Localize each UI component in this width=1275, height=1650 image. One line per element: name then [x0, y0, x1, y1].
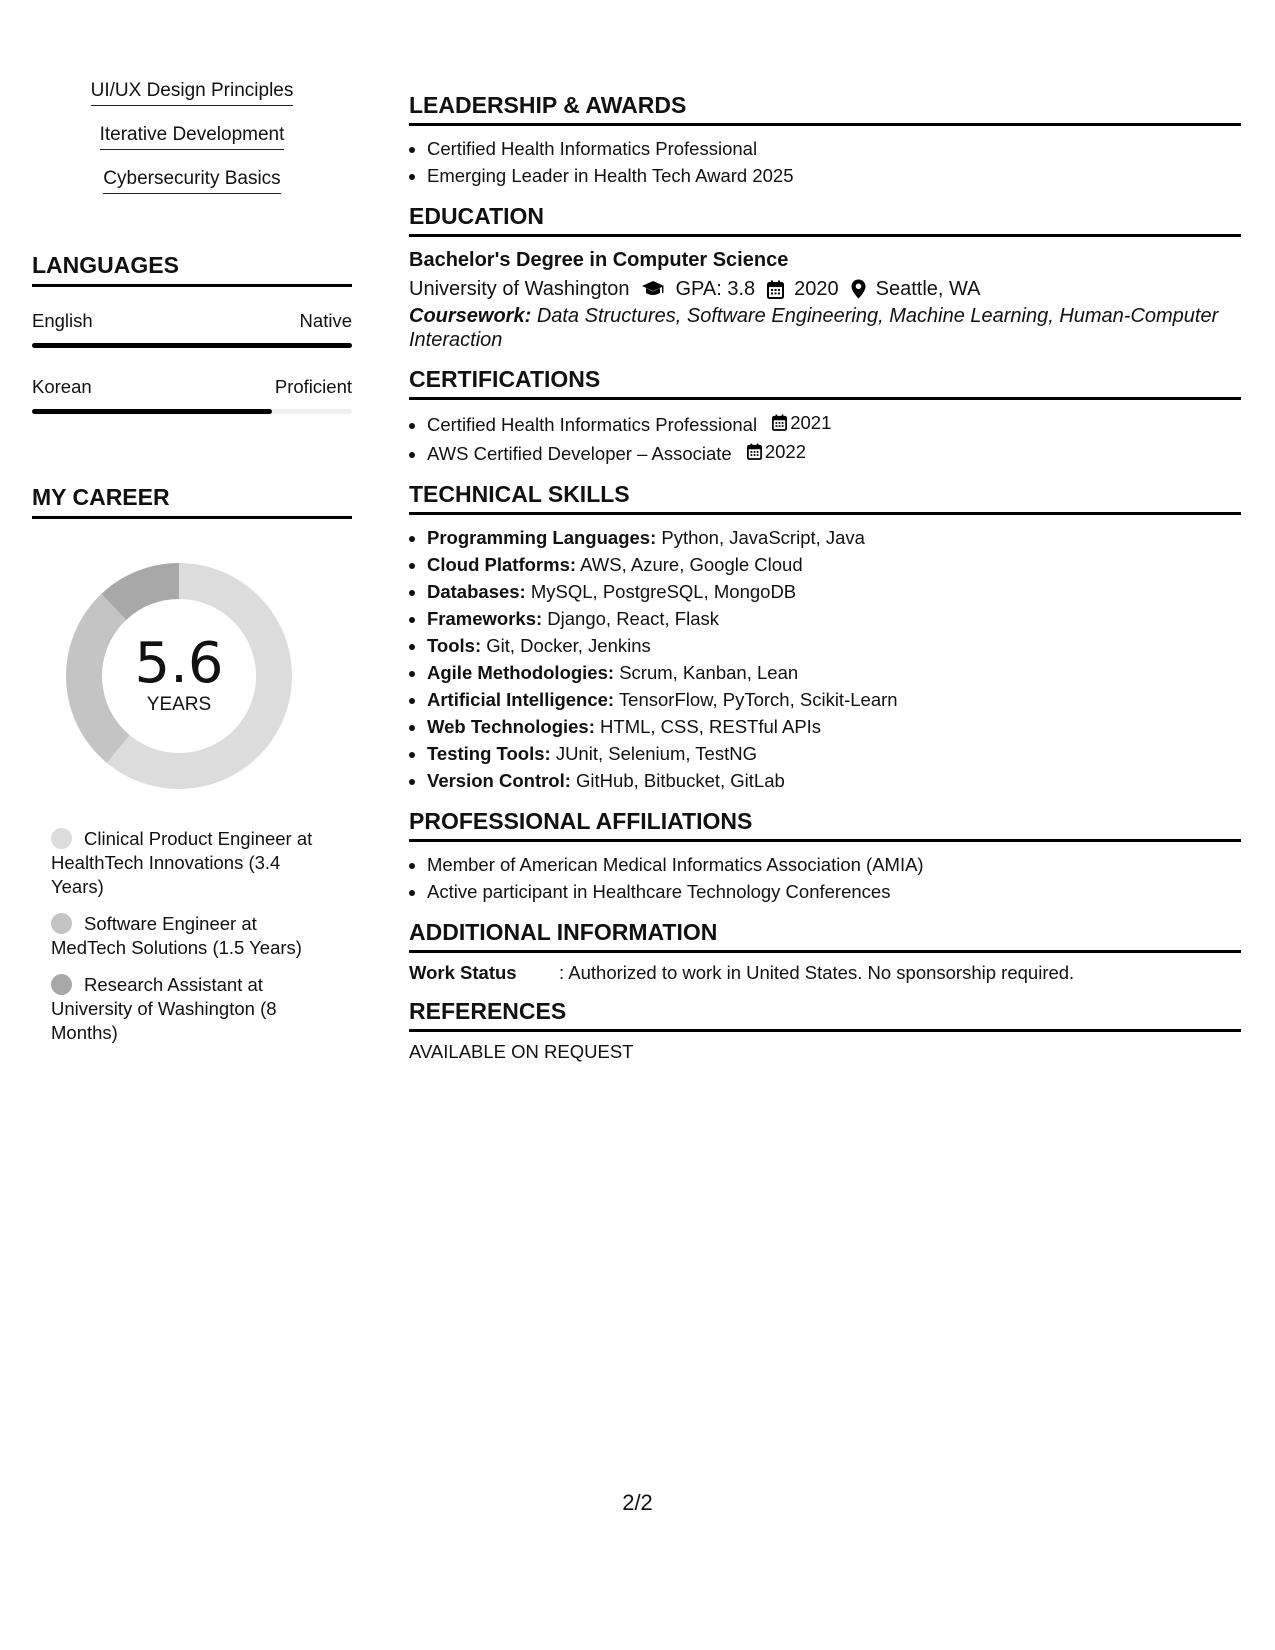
skill-label: Artificial Intelligence:	[427, 689, 615, 710]
skill-value: MySQL, PostgreSQL, MongoDB	[530, 581, 797, 602]
career-legend-label: Clinical Product Engineer at HealthTech Innovations (3.4 Years)	[51, 828, 313, 897]
page-number: 2/2	[622, 1490, 653, 1515]
coursework-label: Coursework:	[409, 305, 532, 327]
references-section	[409, 998, 1241, 1063]
work-status-label: Work Status	[409, 962, 517, 983]
coursework	[409, 304, 1241, 352]
skill-value: Git, Docker, Jenkins	[486, 635, 651, 656]
career-legend-item	[51, 912, 331, 960]
section-heading: TECHNICAL SKILLS	[409, 481, 1241, 515]
section-heading: REFERENCES	[409, 998, 1241, 1032]
skill-tag: Cybersecurity Basics	[32, 168, 352, 194]
skill-value: Scrum, Kanban, Lean	[619, 662, 799, 683]
skill-value: GitHub, Bitbucket, GitLab	[576, 770, 785, 791]
coursework-text: Data Structures, Software Engineering, Machine Learning, Human-Computer Interaction	[409, 305, 1219, 351]
map-pin-icon	[851, 279, 866, 299]
skill-value: JUnit, Selenium, TestNG	[555, 743, 757, 764]
skill-item	[427, 524, 1241, 551]
list-item: • Emerging Leader in Health Tech Award 2025	[427, 162, 1241, 189]
certification-name: Certified Health Informatics Professional	[427, 414, 758, 435]
skill-label: Databases:	[427, 581, 526, 602]
skill-tag: UI/UX Design Principles	[32, 80, 352, 106]
certification-year: 2021	[790, 412, 832, 433]
skill-value: Django, React, Flask	[547, 608, 720, 629]
skill-item	[427, 686, 1241, 713]
career-total-unit: YEARS	[146, 694, 212, 715]
career-legend-item	[51, 827, 331, 899]
language-level: Proficient	[274, 376, 352, 397]
legend-dot	[51, 913, 72, 934]
skill-label: Version Control:	[427, 770, 571, 791]
language-level: Native	[299, 310, 352, 331]
skill-item	[427, 740, 1241, 767]
language-item	[32, 310, 352, 348]
languages-heading: LANGUAGES	[32, 252, 352, 287]
certifications-section	[409, 366, 1241, 467]
skill-value: HTML, CSS, RESTful APIs	[600, 716, 822, 737]
main-content	[409, 92, 1241, 1077]
career-donut-chart	[64, 561, 294, 791]
legend-dot	[51, 974, 72, 995]
legend-dot	[51, 828, 72, 849]
education-section	[409, 203, 1241, 352]
graduation-year: 2020	[794, 278, 839, 300]
skill-label: Cloud Platforms:	[427, 554, 577, 575]
skill-label: Agile Methodologies:	[427, 662, 615, 683]
skill-item	[427, 713, 1241, 740]
skill-item	[427, 659, 1241, 686]
calendar-icon	[767, 280, 784, 299]
career-total-value: 5.6	[134, 631, 224, 696]
calendar-icon	[747, 443, 762, 460]
skill-item	[427, 578, 1241, 605]
skill-value: AWS, Azure, Google Cloud	[580, 554, 803, 575]
work-status-value: : Authorized to work in United States. No sponsorship required.	[559, 962, 1075, 983]
language-bar	[32, 409, 352, 414]
language-bar-fill	[32, 343, 352, 348]
language-bar	[32, 343, 352, 348]
language-bar-fill	[32, 409, 272, 414]
section-heading: ADDITIONAL INFORMATION	[409, 919, 1241, 953]
list-item: • Active participant in Healthcare Technology Conferences	[427, 878, 1241, 905]
technical-skills-section	[409, 481, 1241, 794]
skill-item	[427, 605, 1241, 632]
skill-label: Tools:	[427, 635, 482, 656]
certification-item	[427, 409, 1241, 438]
section-heading: EDUCATION	[409, 203, 1241, 237]
graduation-cap-icon	[641, 280, 665, 298]
references-text: AVAILABLE ON REQUEST	[409, 1041, 634, 1062]
language-item	[32, 376, 352, 414]
skill-tag: Iterative Development	[32, 124, 352, 150]
certification-name: AWS Certified Developer – Associate	[427, 443, 732, 464]
degree-title: Bachelor's Degree in Computer Science	[409, 249, 789, 271]
skill-label: Frameworks:	[427, 608, 543, 629]
skill-item	[427, 551, 1241, 578]
skill-item	[427, 632, 1241, 659]
certification-item	[427, 438, 1241, 467]
skill-label: Testing Tools:	[427, 743, 551, 764]
section-heading: PROFESSIONAL AFFILIATIONS	[409, 808, 1241, 842]
skill-value: Python, JavaScript, Java	[661, 527, 865, 548]
calendar-icon	[772, 414, 787, 431]
skill-label: Programming Languages:	[427, 527, 657, 548]
additional-info-section	[409, 919, 1241, 984]
section-heading: CERTIFICATIONS	[409, 366, 1241, 400]
career-legend-label: Research Assistant at University of Washington (8 Months)	[51, 974, 277, 1043]
skill-item	[427, 767, 1241, 794]
career-legend	[51, 827, 331, 1045]
list-item: • Member of American Medical Informatics Association (AMIA)	[427, 851, 1241, 878]
leadership-section	[409, 92, 1241, 189]
affiliations-section	[409, 808, 1241, 905]
career-legend-label: Software Engineer at MedTech Solutions (1.5 Years)	[51, 913, 302, 958]
language-name: Korean	[32, 376, 92, 397]
location: Seattle, WA	[875, 278, 981, 300]
career-legend-item	[51, 973, 331, 1045]
list-item: • Certified Health Informatics Professional	[427, 135, 1241, 162]
gpa: GPA: 3.8	[675, 278, 756, 300]
sidebar	[32, 80, 352, 1058]
language-name: English	[32, 310, 93, 331]
section-heading: LEADERSHIP & AWARDS	[409, 92, 1241, 126]
career-heading: MY CAREER	[32, 484, 352, 519]
skill-value: TensorFlow, PyTorch, Scikit-Learn	[618, 689, 898, 710]
school-name: University of Washington	[409, 278, 630, 300]
certification-year: 2022	[764, 441, 806, 462]
skill-label: Web Technologies:	[427, 716, 595, 737]
